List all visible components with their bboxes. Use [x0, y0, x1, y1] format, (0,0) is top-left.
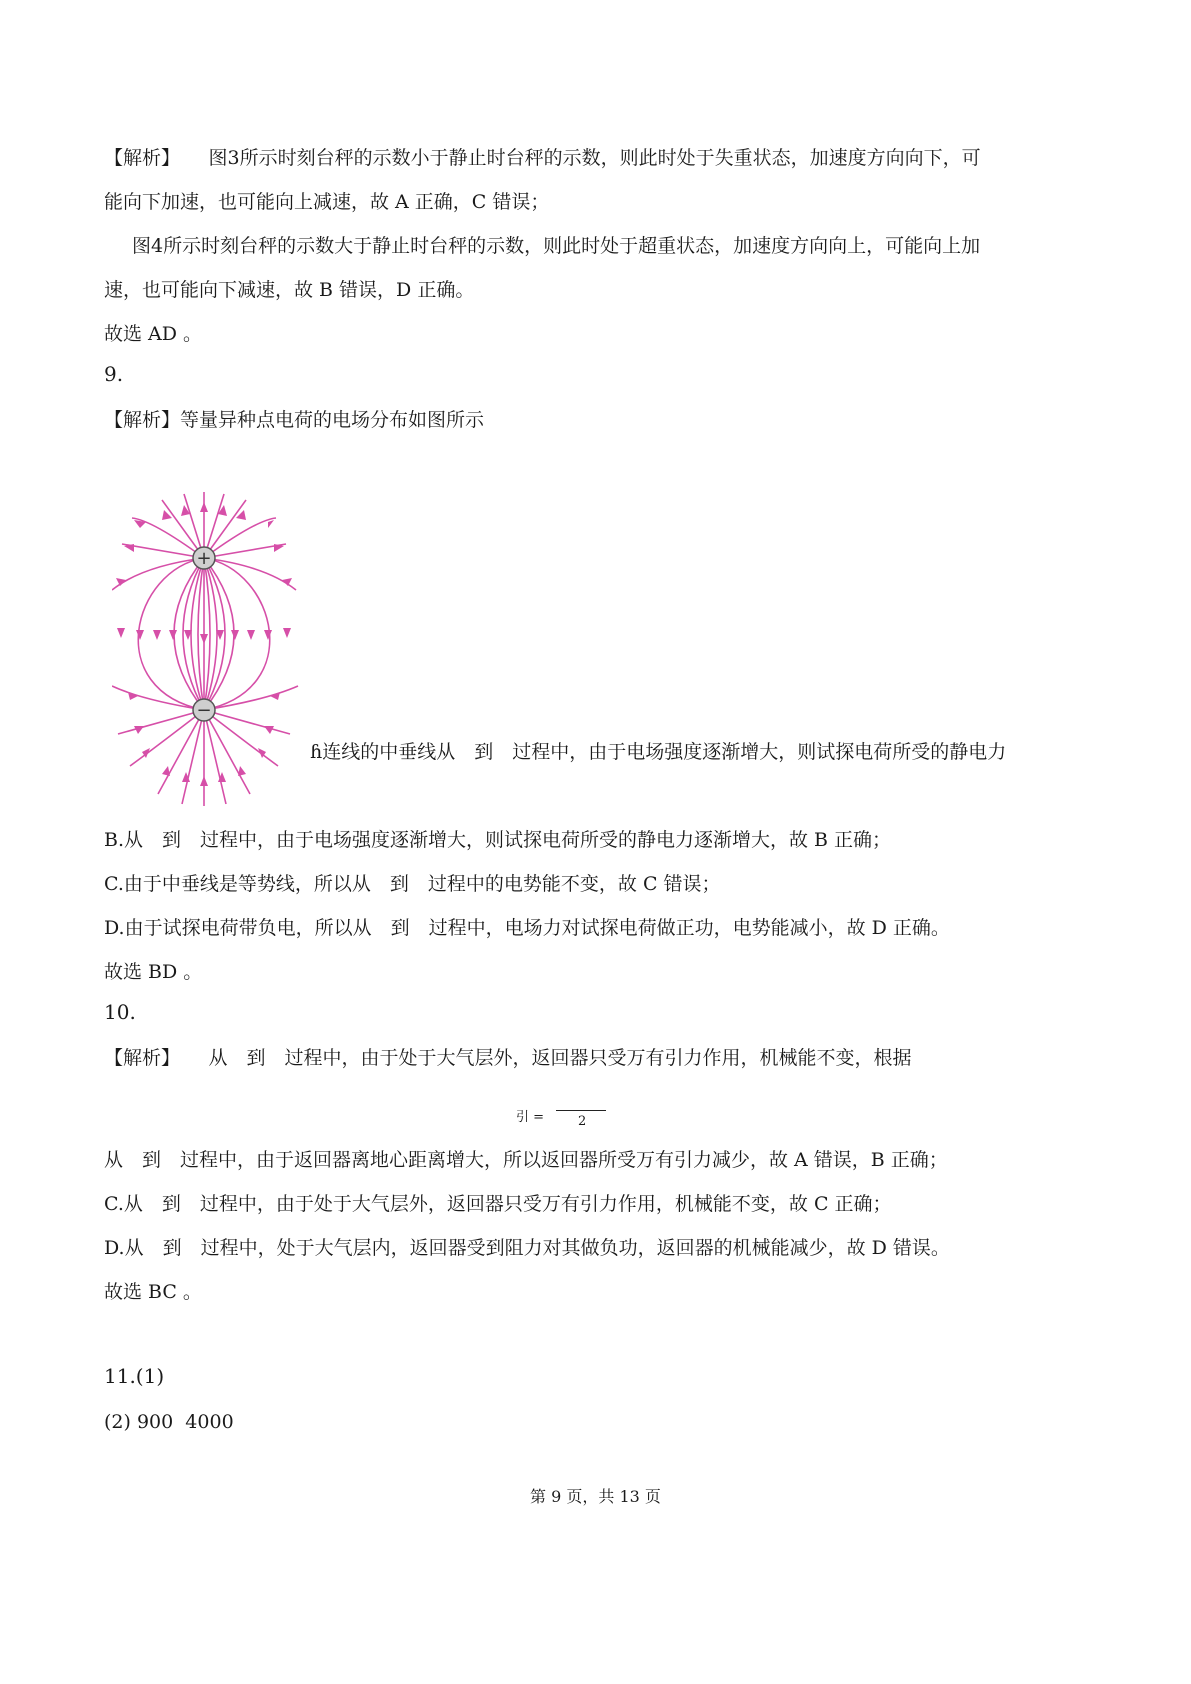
q9-number: 9.	[104, 362, 124, 386]
q9-intro: 【解析】等量异种点电荷的电场分布如图所示	[104, 409, 485, 431]
page-footer: 第 9 页，共 13 页	[530, 1487, 661, 1506]
q10-option-d: D.从 到 过程中，处于大气层内，返回器受到阻力对其做负功，返回器的机械能减少，故 D 错误。	[104, 1237, 950, 1259]
positive-charge	[193, 547, 215, 569]
q10-answer: 故选 BC 。	[104, 1281, 202, 1303]
q8-answer: 故选 AD 。	[104, 323, 203, 345]
q9-option-d: D.由于试探电荷带负电，所以从 到 过程中，电场力对试探电荷做正功，电势能减小，故 D 正确。	[104, 917, 950, 939]
svg-text:−: −	[196, 700, 212, 721]
negative-charge	[193, 699, 215, 721]
q8-line-4: 速，也可能向下减速，故 B 错误，D 正确。	[104, 279, 475, 301]
q8-line-2: 能向下加速，也可能向上减速，故 A 正确，C 错误；	[104, 191, 550, 213]
q11-number: 11.(1)	[104, 1364, 165, 1388]
q9-answer: 故选 BD 。	[104, 961, 203, 983]
field-lines	[112, 492, 298, 806]
q10-line-2: 从 到 过程中，由于返回器离地心距离增大，所以返回器所受万有引力减少，故 A 错误，B 正确；	[104, 1149, 948, 1171]
formula-lhs: 引 =	[516, 1110, 545, 1125]
q11-part-2: (2) 900 4000	[104, 1411, 234, 1433]
q9-option-b: B.从 到 过程中，由于电场强度逐渐增大，则试探电荷所受的静电力逐渐增大，故 B 正确；	[104, 829, 892, 851]
formula-denominator: 2	[578, 1114, 587, 1129]
q8-line-1: 【解析】 图3所示时刻台秤的示数小于静止时台秤的示数，则此时处于失重状态，加速度方向向下，可	[104, 147, 981, 169]
svg-text:+: +	[196, 548, 212, 569]
q9-option-a-partial: ɦ连线的中垂线从 到 过程中，由于电场强度逐渐增大，则试探电荷所受的静电力	[310, 741, 1007, 763]
q10-line-1: 【解析】 从 到 过程中，由于处于大气层外，返回器只受万有引力作用，机械能不变，根据	[104, 1047, 912, 1069]
q10-number: 10.	[104, 1000, 136, 1024]
q9-option-c: C.由于中垂线是等势线，所以从 到 过程中的电势能不变，故 C 错误；	[104, 873, 721, 895]
fraction-bar	[556, 1110, 606, 1111]
q8-line-3: 图4所示时刻台秤的示数大于静止时台秤的示数，则此时处于超重状态，加速度方向向上，可能向上加	[132, 235, 981, 257]
electric-field-diagram	[112, 490, 302, 810]
q10-option-c: C.从 到 过程中，由于处于大气层外，返回器只受万有引力作用，机械能不变，故 C 正确；	[104, 1193, 892, 1215]
